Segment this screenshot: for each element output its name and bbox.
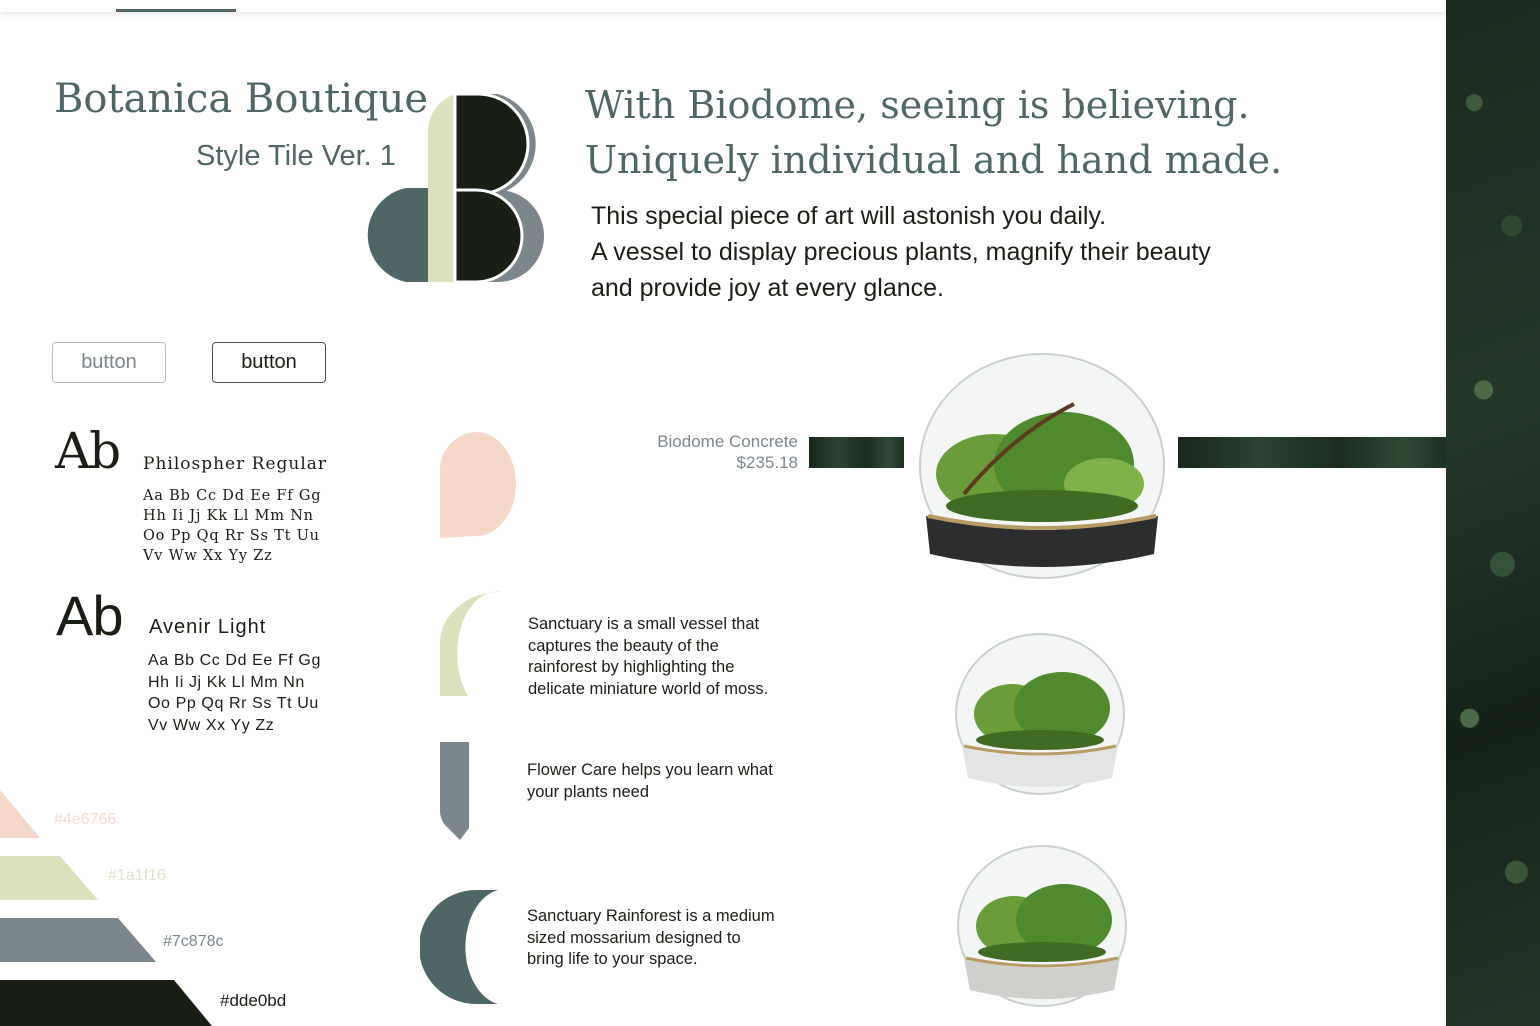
intro-line: and provide joy at every glance. <box>591 274 944 302</box>
sage-curve-shape <box>438 590 504 698</box>
description-line: rainforest by highlighting the <box>528 658 735 676</box>
rainforest-terrarium-image[interactable] <box>952 840 1132 1010</box>
active-tab-indicator[interactable] <box>116 9 236 12</box>
sanctuary-terrarium-image[interactable] <box>950 628 1130 800</box>
description-line: Sanctuary is a small vessel that <box>528 615 760 633</box>
description-line: Flower Care helps you learn what <box>527 761 773 779</box>
swatch-dark <box>0 980 212 1026</box>
description-line: your plants need <box>527 782 650 801</box>
top-bar <box>0 0 1446 12</box>
sans-font-sample: Ab <box>56 584 123 647</box>
brand-subtitle: Style Tile Ver. 1 <box>196 140 396 172</box>
alphabet-line: Hh Ii Jj Kk Ll Mm Nn <box>143 508 314 524</box>
biodome-terrarium-image-large[interactable] <box>904 344 1178 584</box>
intro-line: A vessel to display precious plants, magnify their beauty <box>591 238 1211 266</box>
alphabet-line: Oo Pp Qq Rr Ss Tt Uu <box>143 528 320 544</box>
swatch-label: #1a1f16 <box>108 867 166 884</box>
intro-paragraph <box>591 198 1211 306</box>
peach-leaf-shape <box>438 430 518 542</box>
rainforest-description <box>527 906 775 971</box>
grey-blade-shape <box>438 742 472 842</box>
swatch-peach <box>0 790 40 838</box>
teal-moon-shape <box>420 888 500 1006</box>
swatch-grey <box>0 918 156 962</box>
description-line: delicate miniature world of moss. <box>528 679 769 698</box>
serif-alphabet <box>143 486 321 566</box>
serif-font-sample: Ab <box>55 422 120 480</box>
dark-button[interactable]: button <box>212 342 326 383</box>
serif-font-name: Philospher Regular <box>143 454 328 474</box>
swatch-label: #4e6766 <box>54 811 117 828</box>
foliage-background-image <box>1446 0 1540 1026</box>
description-line: bring life to your space. <box>527 950 698 968</box>
sanctuary-description <box>528 614 768 700</box>
description-line: Sanctuary Rainforest is a medium <box>527 907 775 925</box>
foliage-band-left <box>809 437 904 468</box>
sans-alphabet <box>148 650 321 736</box>
intro-line: This special piece of art will astonish you daily. <box>591 202 1107 230</box>
product-name: Biodome Concrete <box>657 432 798 451</box>
headline-line: Uniquely individual and hand made. <box>585 138 1283 182</box>
alphabet-line: Oo Pp Qq Rr Ss Tt Uu <box>148 695 319 712</box>
alphabet-line: Aa Bb Cc Dd Ee Ff Gg <box>148 652 321 669</box>
sans-font-name: Avenir Light <box>149 616 267 638</box>
flower-care-description <box>527 760 773 803</box>
logo-sage-stem <box>428 94 455 282</box>
description-line: sized mossarium designed to <box>527 928 741 947</box>
swatch-label: #dde0bd <box>220 991 287 1010</box>
light-button[interactable]: button <box>52 342 166 383</box>
alphabet-line: Hh Ii Jj Kk Ll Mm Nn <box>148 673 305 691</box>
botanica-logo <box>358 90 554 288</box>
description-line: captures the beauty of the <box>528 636 719 655</box>
alphabet-line: Vv Ww Xx Yy Zz <box>143 548 273 564</box>
swatch-label: #7c878c <box>163 933 224 950</box>
brand-title: Botanica Boutique <box>54 76 429 122</box>
swatch-sage <box>0 856 98 900</box>
foliage-band-right <box>1178 437 1446 468</box>
headline-line: With Biodome, seeing is believing. <box>585 83 1250 127</box>
alphabet-line: Aa Bb Cc Dd Ee Ff Gg <box>143 488 322 504</box>
alphabet-line: Vv Ww Xx Yy Zz <box>148 716 275 734</box>
product-price: $235.18 <box>736 453 798 472</box>
headline <box>585 78 1282 188</box>
color-palette-pyramid <box>0 790 240 1026</box>
